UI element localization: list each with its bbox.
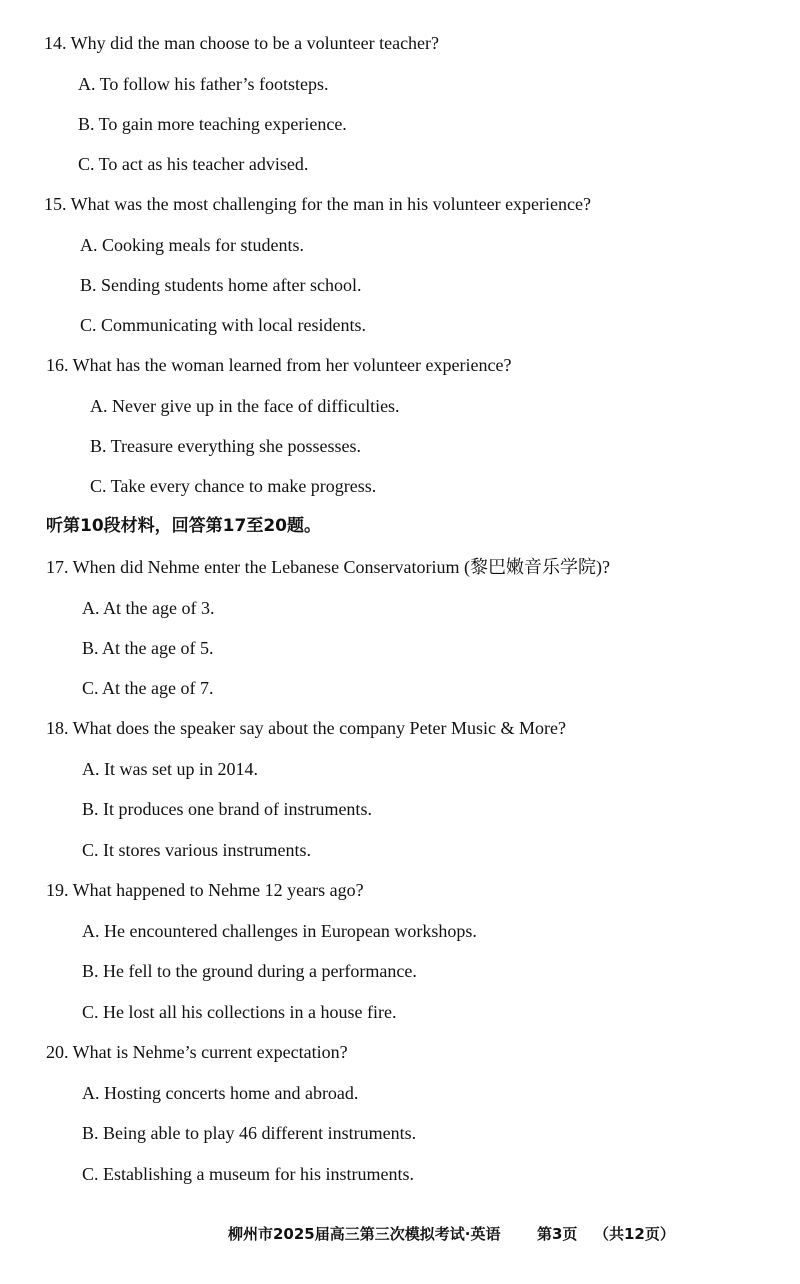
question-19-option-a: A. He encountered challenges in European workshops. <box>82 921 477 941</box>
question-15-stem: 15. What was the most challenging for the man in his volunteer experience? <box>44 194 591 214</box>
footer-exam-title: 柳州市2025届高三第三次模拟考试·英语 <box>228 1225 501 1243</box>
question-18-option-a: A. It was set up in 2014. <box>82 759 258 779</box>
question-16-stem: 16. What has the woman learned from her volunteer experience? <box>46 355 512 375</box>
footer-total-pages: （共12页） <box>594 1225 675 1243</box>
question-17-option-a: A. At the age of 3. <box>82 598 215 618</box>
question-18-option-b: B. It produces one brand of instruments. <box>82 799 372 819</box>
question-17-option-b: B. At the age of 5. <box>82 638 214 658</box>
question-14-stem: 14. Why did the man choose to be a volunteer teacher? <box>44 33 440 53</box>
question-16-option-c: C. Take every chance to make progress. <box>90 476 377 496</box>
question-19-option-c: C. He lost all his collections in a house fire. <box>82 1002 397 1022</box>
question-19-option-b: B. He fell to the ground during a performance. <box>82 961 417 981</box>
question-16-option-b: B. Treasure everything she possesses. <box>90 436 361 456</box>
question-20-option-a: A. Hosting concerts home and abroad. <box>82 1083 359 1103</box>
question-14-option-a: A. To follow his father’s footsteps. <box>78 74 329 94</box>
question-20-option-b: B. Being able to play 46 different instruments. <box>82 1123 417 1143</box>
footer-page-number: 第3页 <box>537 1225 578 1243</box>
question-14-option-b: B. To gain more teaching experience. <box>78 114 347 134</box>
question-20-option-c: C. Establishing a museum for his instruments. <box>82 1164 414 1184</box>
question-15-option-a: A. Cooking meals for students. <box>80 235 304 255</box>
question-18-stem: 18. What does the speaker say about the company Peter Music & More? <box>46 718 567 738</box>
question-17-option-c: C. At the age of 7. <box>82 678 214 698</box>
section-10-heading: 听第10段材料，回答第17至20题。 <box>46 516 321 536</box>
question-15-option-c: C. Communicating with local residents. <box>80 315 366 335</box>
question-18-option-c: C. It stores various instruments. <box>82 840 311 860</box>
question-15-option-b: B. Sending students home after school. <box>80 275 362 295</box>
question-17-stem: 17. When did Nehme enter the Lebanese Conservatorium (黎巴嫩音乐学院)? <box>46 557 611 577</box>
question-19-stem: 19. What happened to Nehme 12 years ago? <box>46 880 364 900</box>
question-16-option-a: A. Never give up in the face of difficulties. <box>90 396 400 416</box>
question-14-option-c: C. To act as his teacher advised. <box>78 154 309 174</box>
question-20-stem: 20. What is Nehme’s current expectation? <box>46 1042 348 1062</box>
